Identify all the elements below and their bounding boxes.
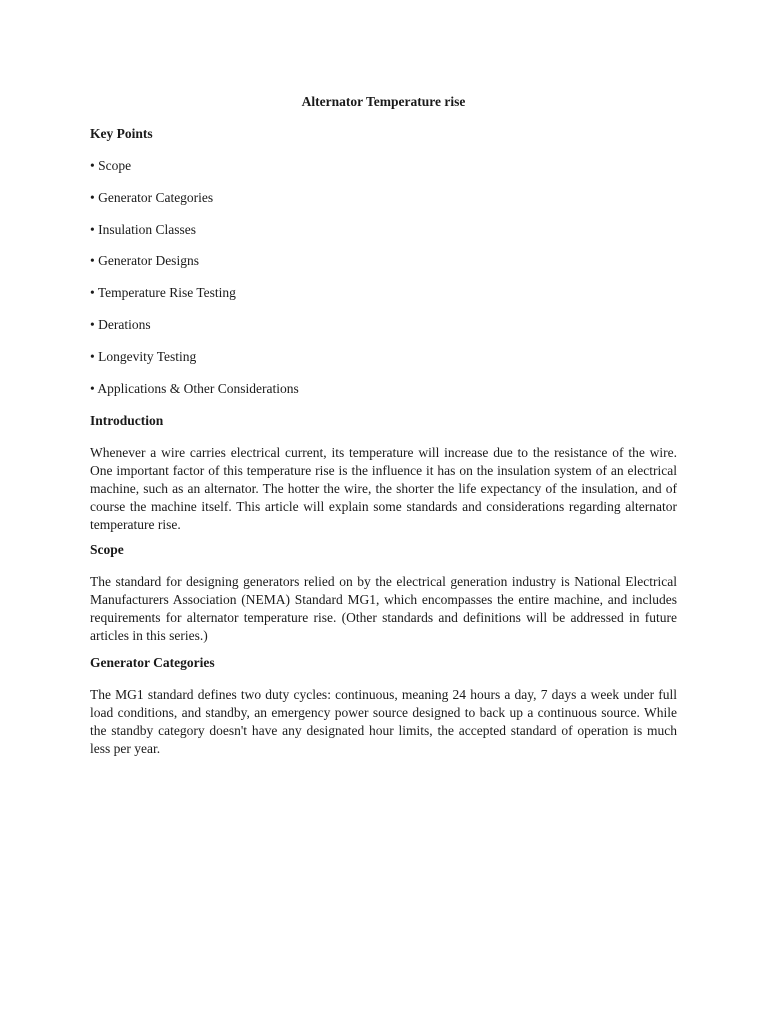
bullet-item: • Longevity Testing — [90, 349, 197, 364]
introduction-heading: Introduction — [90, 413, 164, 428]
bullet-item: • Generator Categories — [90, 190, 214, 205]
bullet-item: • Derations — [90, 317, 151, 332]
generator-categories-paragraph: The MG1 standard defines two duty cycles: continuous, meaning 24 hours a day, 7 days a week under full load conditions, and standby, an emergency power source designed to back up a continuous source. While the standby category doesn't have any designated hour limits, the accepted standard of operation is much less per year. — [90, 687, 677, 756]
key-points-heading: Key Points — [90, 126, 153, 141]
generator-categories-heading: Generator Categories — [90, 655, 215, 670]
scope-heading: Scope — [90, 542, 124, 557]
document-page — [90, 0, 677, 1024]
bullet-item: • Scope — [90, 158, 132, 173]
bullet-item: • Temperature Rise Testing — [90, 285, 236, 300]
document-title: Alternator Temperature rise — [301, 94, 466, 109]
scope-paragraph: The standard for designing generators relied on by the electrical generation industry is National Electrical Manufacturers Association (NEMA) Standard MG1, which encompasses the entire machine, and includes requirements for alternator temperature rise. (Other standards and definitions will be addressed in future articles in this series.) — [90, 574, 677, 643]
bullet-item: • Insulation Classes — [90, 222, 196, 237]
bullet-item: • Applications & Other Considerations — [90, 381, 299, 396]
introduction-paragraph: Whenever a wire carries electrical current, its temperature will increase due to the resistance of the wire. One important factor of this temperature rise is the influence it has on the insulation system of an electrical machine, such as an alternator. The hotter the wire, the shorter the life expectancy of the insulation, and of course the machine itself. This article will explain some standards and considerations regarding alternator temperature rise. — [90, 445, 677, 532]
bullet-item: • Generator Designs — [90, 253, 199, 268]
